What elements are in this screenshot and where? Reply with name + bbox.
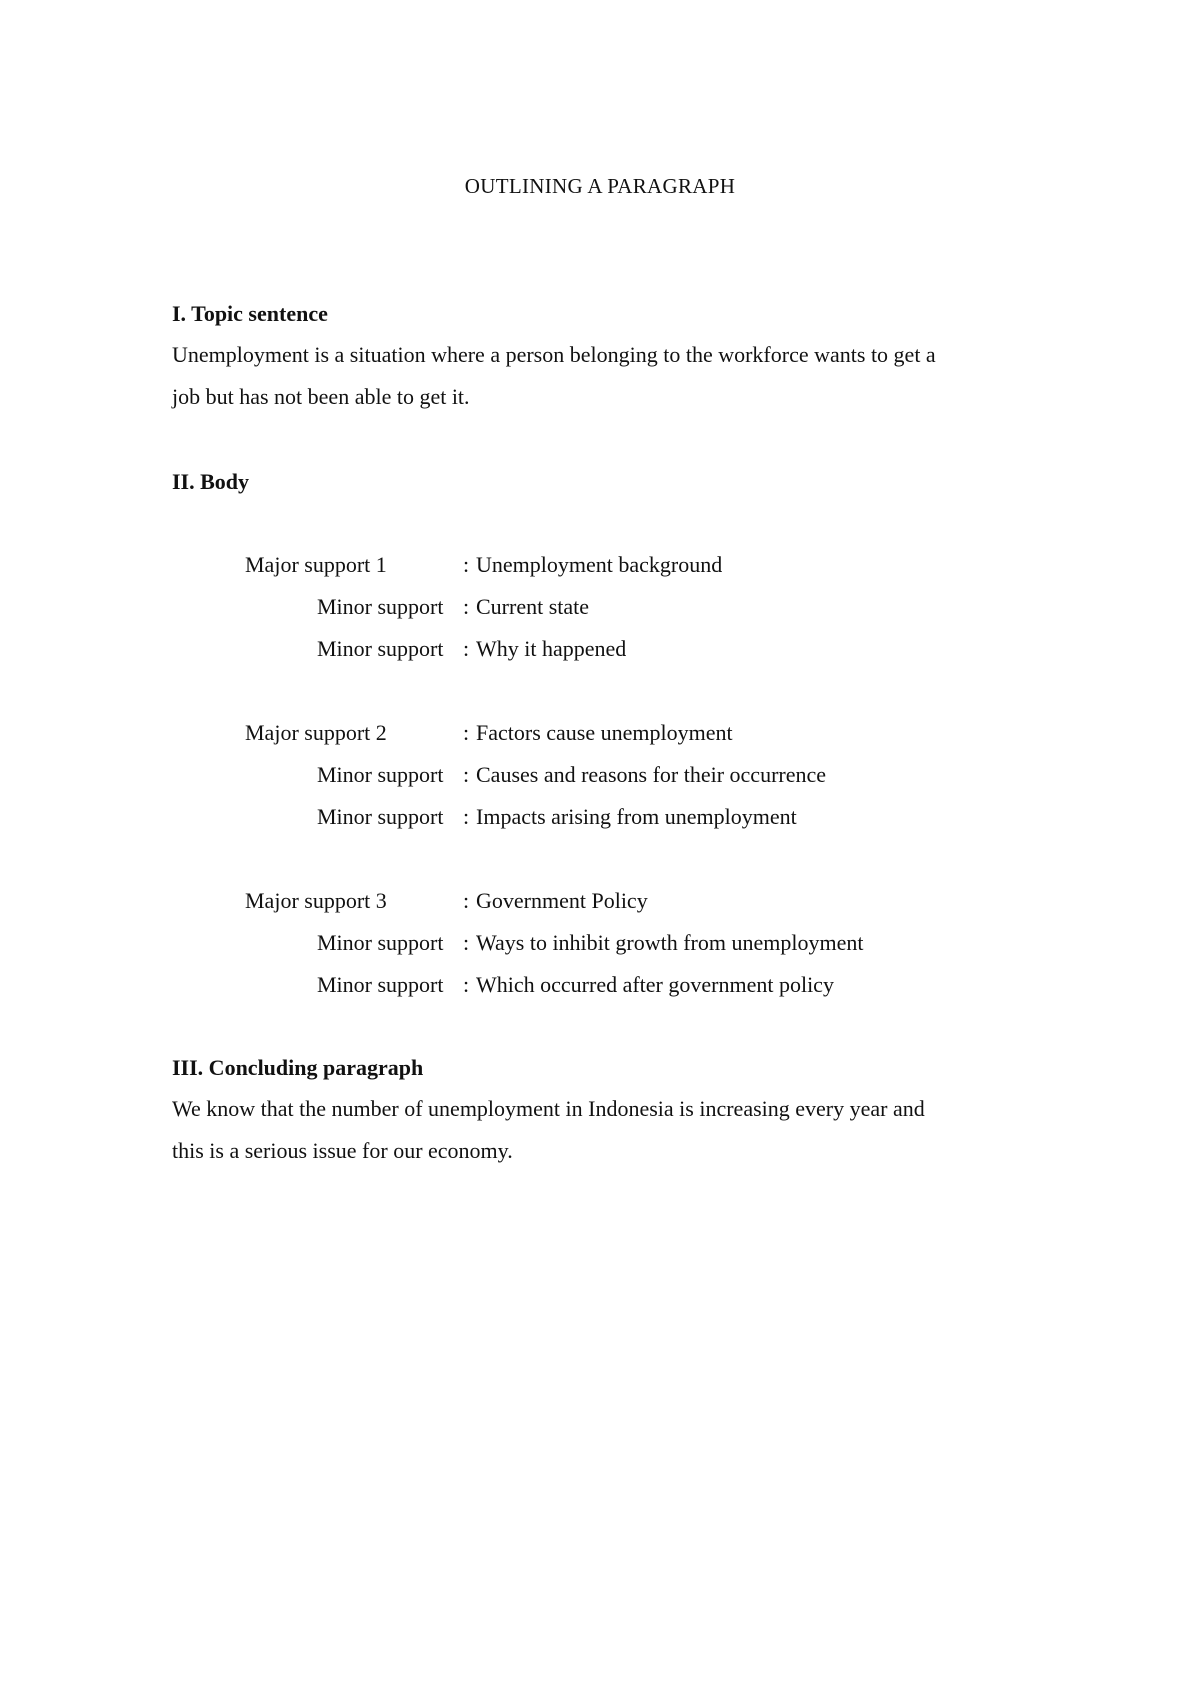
major-support-label: Major support 1 [245,552,387,577]
separator: : [463,594,470,619]
separator: : [463,720,470,745]
separator: : [463,552,470,577]
conclusion-line: this is a serious issue for our economy. [172,1138,513,1163]
topic-heading: I. Topic sentence [172,301,328,326]
major-support-label: Major support 3 [245,888,387,913]
separator: : [463,888,470,913]
minor-support-value: Why it happened [476,636,627,661]
minor-support-label: Minor support [317,930,444,955]
document-title: OUTLINING A PARAGRAPH [464,174,736,198]
minor-support-value: Impacts arising from unemployment [476,804,797,829]
minor-support-label: Minor support [317,762,444,787]
major-support-label: Major support 2 [245,720,387,745]
topic-line: job but has not been able to get it. [172,384,470,409]
major-support-value: Factors cause unemployment [476,720,733,745]
separator: : [463,762,470,787]
minor-support-label: Minor support [317,594,444,619]
major-support-value: Unemployment background [476,552,723,577]
minor-support-label: Minor support [317,636,444,661]
minor-support-label: Minor support [317,972,444,997]
minor-support-value: Ways to inhibit growth from unemployment [476,930,864,955]
conclusion-line: We know that the number of unemployment in Indonesia is increasing every year and [172,1096,925,1121]
topic-paragraph [172,334,1052,418]
separator: : [463,636,470,661]
conclusion-paragraph [172,1088,1052,1172]
topic-line: Unemployment is a situation where a person belonging to the workforce wants to get a [172,342,936,367]
minor-support-value: Causes and reasons for their occurrence [476,762,827,787]
body-heading: II. Body [172,469,250,494]
separator: : [463,930,470,955]
major-support-value: Government Policy [476,888,648,913]
minor-support-value: Which occurred after government policy [476,972,834,997]
minor-support-value: Current state [476,594,590,619]
separator: : [463,804,470,829]
separator: : [463,972,470,997]
minor-support-label: Minor support [317,804,444,829]
conclusion-heading: III. Concluding paragraph [172,1055,424,1080]
